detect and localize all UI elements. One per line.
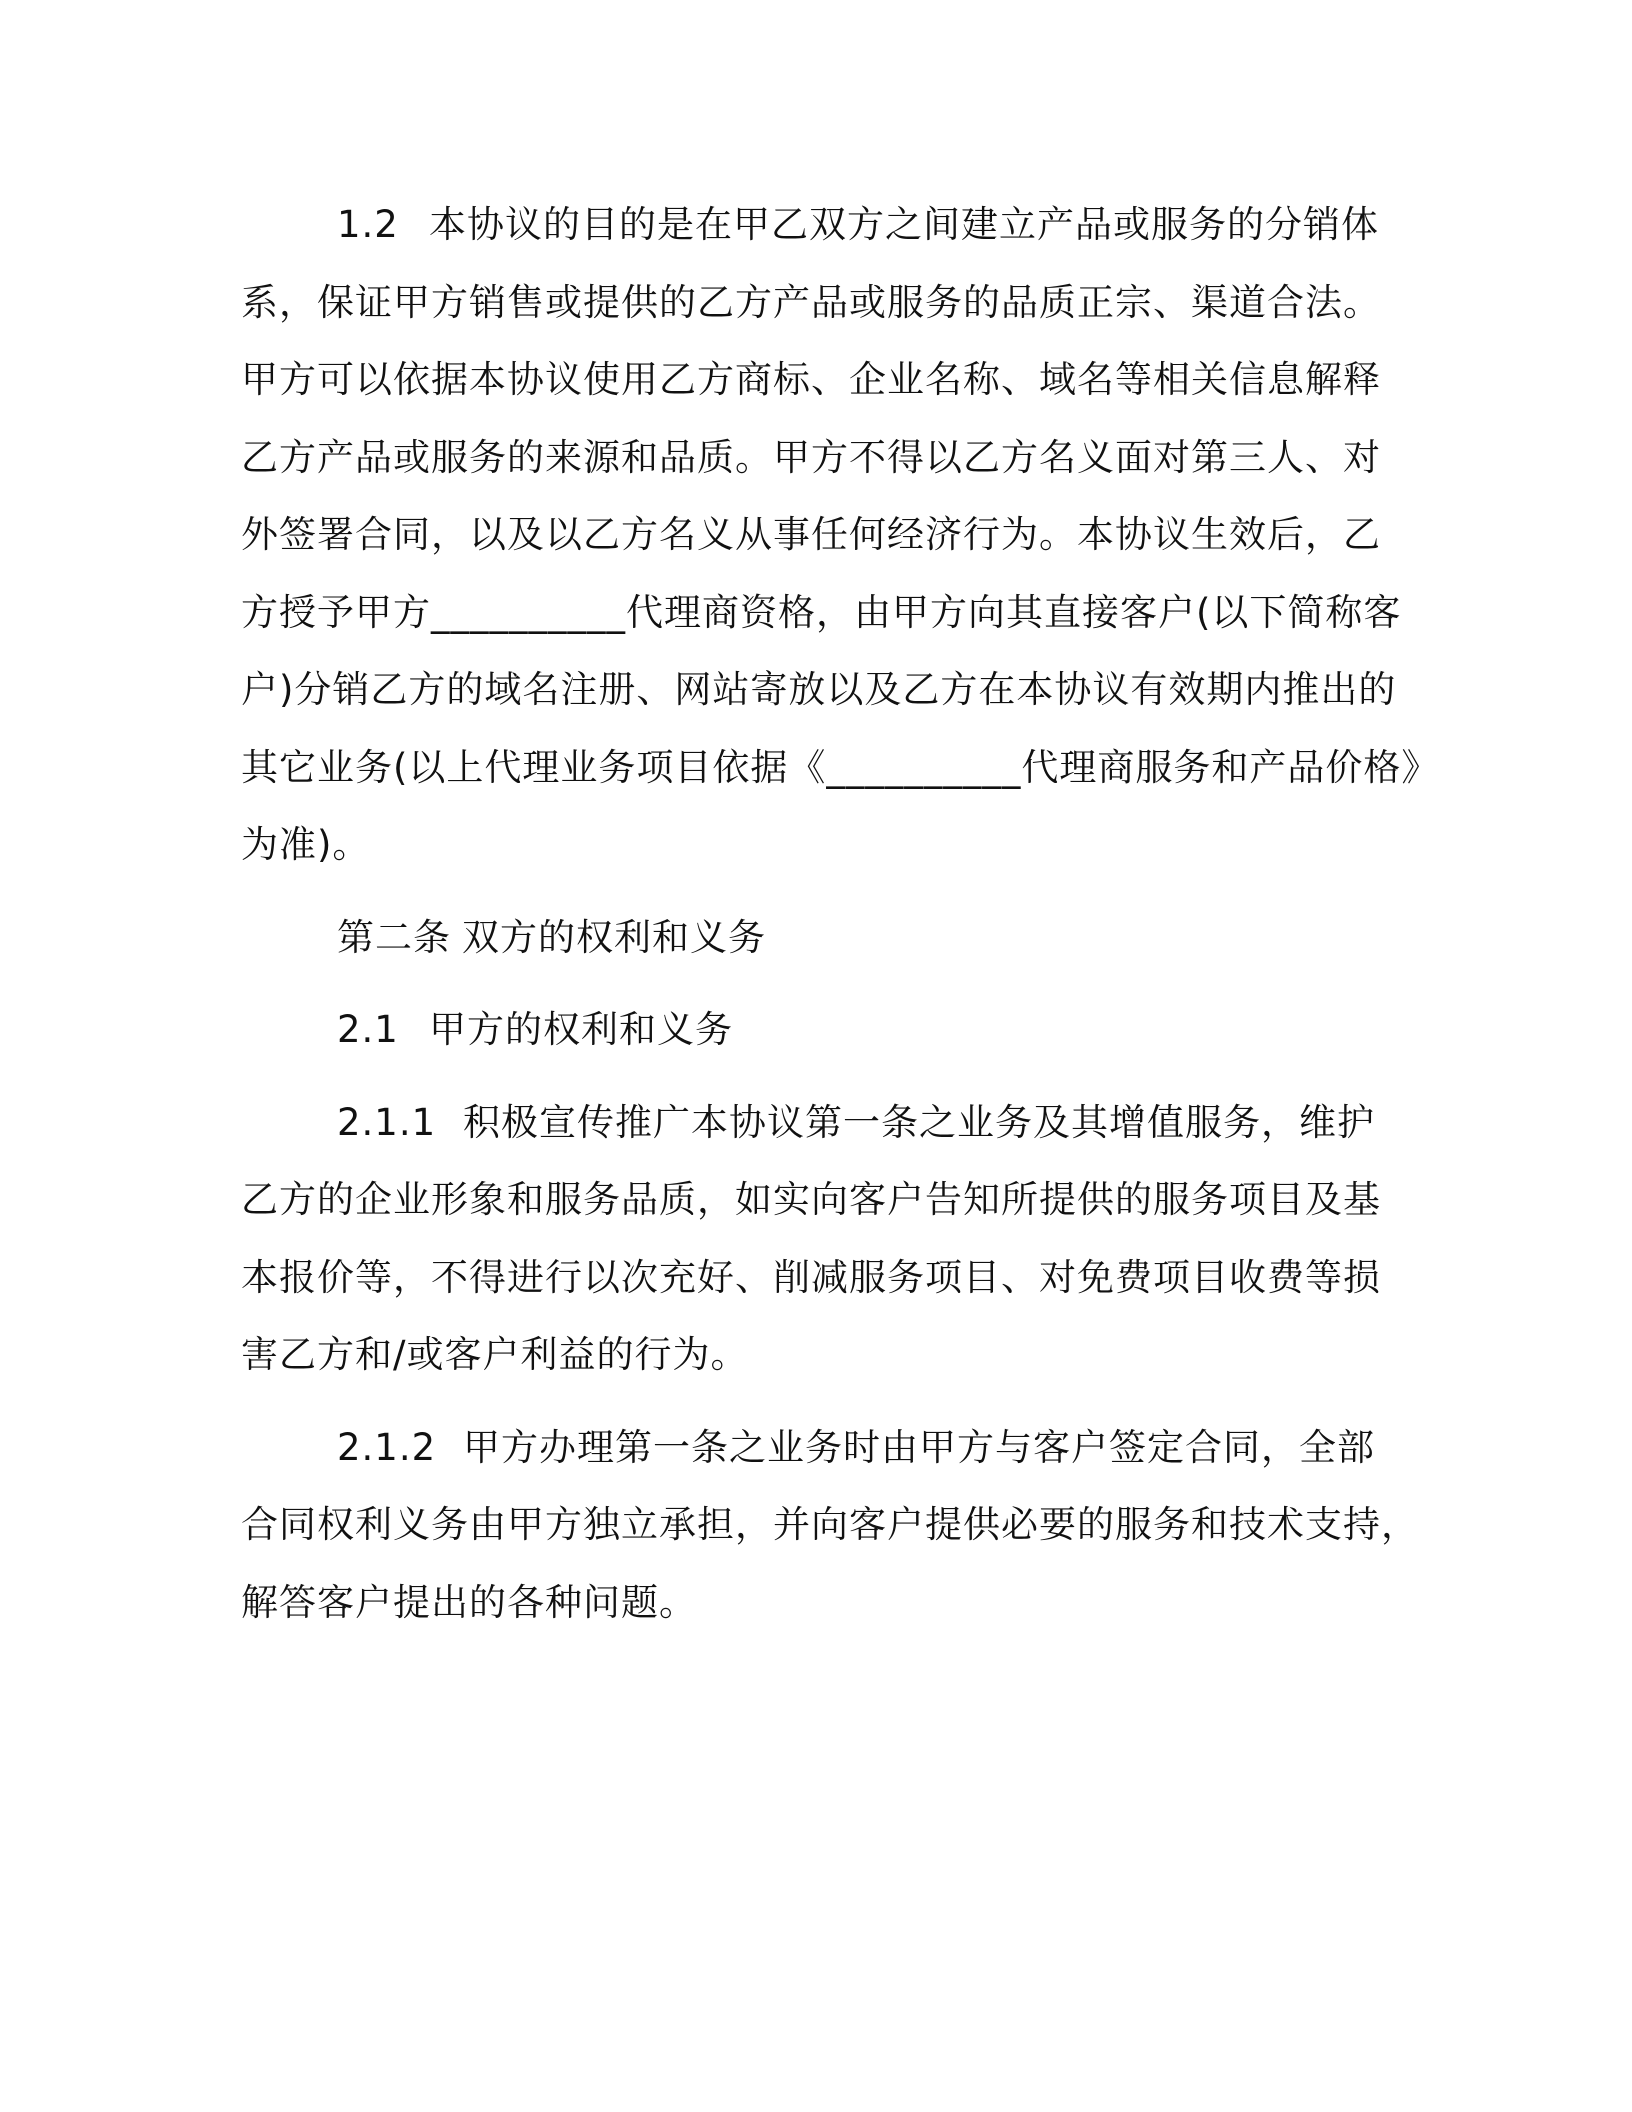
clause-1-2-line: 1.2 本协议的目的是在甲乙双方之间建立产品或服务的分销体 (241, 186, 1401, 264)
clause-number: 2.1.1 (337, 1100, 437, 1144)
clause-number: 2.1.2 (337, 1425, 437, 1469)
clause-2-1-2-line: 解答客户提出的各种问题。 (241, 1580, 697, 1624)
article-number: 第二条 (337, 915, 451, 959)
clause-2-1-1-line: 害乙方和/或客户利益的行为。 (241, 1333, 749, 1376)
clause-1-2-line: 系，保证甲方销售或提供的乙方产品或服务的品质正宗、渠道合法。 (241, 280, 1381, 324)
clause-1-2-line: 户)分销乙方的域名注册、网站寄放以及乙方在本协议有效期内推出的 (241, 668, 1397, 711)
spacer (241, 1394, 1401, 1409)
spacer (241, 1069, 1401, 1084)
clause-2-1-1 (241, 1084, 1401, 1394)
clause-1-2-line: 甲方可以依据本协议使用乙方商标、企业名称、域名等相关信息解释 (241, 358, 1381, 401)
clause-number: 1.2 (337, 203, 399, 246)
article-2-heading (241, 899, 1401, 977)
spacer (241, 976, 1401, 991)
clause-1-2-line: 外签署合同，以及以乙方名义从事任何经济行为。本协议生效后，乙 (241, 513, 1381, 556)
clause-2-1-1-line: 本报价等，不得进行以次充好、削减服务项目、对免费项目收费等损 (241, 1255, 1381, 1299)
clause-2-1-2-line: 合同权利义务由甲方独立承担，并向客户提供必要的服务和技术支持， (241, 1503, 1419, 1546)
clause-2-1-2 (241, 1409, 1419, 1642)
clause-number: 2.1 (337, 1008, 399, 1051)
document-page (241, 186, 1440, 1641)
clause-1-2 (241, 186, 1440, 884)
clause-2-1-2-line: 2.1.2 甲方办理第一条之业务时由甲方与客户签定合同，全部 (241, 1409, 1401, 1487)
article-title: 双方的权利和义务 (462, 915, 766, 959)
clause-title: 甲方的权利和义务 (429, 1008, 733, 1051)
clause-1-2-line: 其它业务(以上代理业务项目依据《__________代理商服务和产品价格》 (241, 745, 1440, 789)
clause-2-1-1-line: 2.1.1 积极宣传推广本协议第一条之业务及其增值服务，维护 (241, 1084, 1401, 1162)
clause-1-2-line: 方授予甲方__________代理商资格，由甲方向其直接客户(以下简称客 (241, 590, 1402, 634)
clause-2-1-heading (241, 991, 1401, 1069)
clause-1-2-line: 为准)。 (241, 823, 371, 866)
clause-1-2-line: 乙方产品或服务的来源和品质。甲方不得以乙方名义面对第三人、对 (241, 435, 1381, 479)
spacer (241, 884, 1401, 899)
clause-2-1-1-line: 乙方的企业形象和服务品质，如实向客户告知所提供的服务项目及基 (241, 1178, 1381, 1221)
